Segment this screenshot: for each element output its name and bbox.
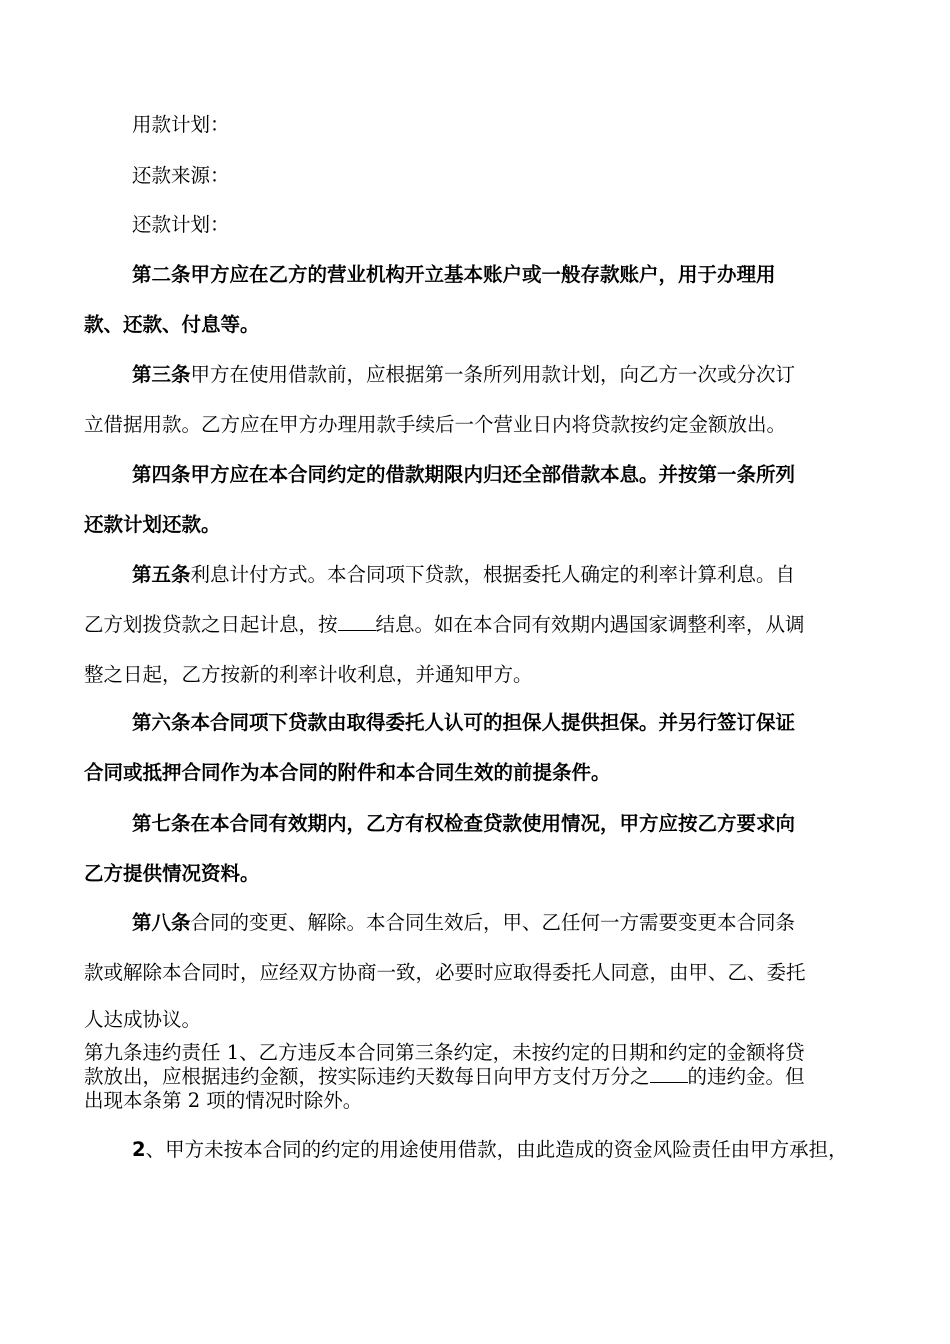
article-5-line-2 bbox=[84, 600, 876, 650]
article-9-line-2-b: 的违约金。但 bbox=[687, 1065, 805, 1088]
article-3-heading: 第三条 bbox=[132, 363, 191, 386]
article-6-line-2: 合同或抵押合同作为本合同的附件和本合同生效的前提条件。 bbox=[84, 761, 611, 784]
item-2 bbox=[84, 1125, 876, 1175]
article-5-line-2-a: 乙方划拨贷款之日起计息，按 bbox=[84, 613, 338, 636]
penalty-blank bbox=[650, 1068, 688, 1083]
item-2-line bbox=[84, 1125, 876, 1175]
plan-use-text: 用款计划： bbox=[132, 113, 230, 136]
article-2 bbox=[84, 250, 876, 350]
article-8-heading: 第八条 bbox=[132, 911, 191, 934]
article-5-line-1-text: 利息计付方式。本合同项下贷款，根据委托人确定的利率计算利息。自 bbox=[190, 563, 796, 586]
article-5-line-3: 整之日起，乙方按新的利率计收利息，并通知甲方。 bbox=[84, 663, 533, 686]
settlement-blank bbox=[338, 616, 376, 631]
article-3-line-2: 立借据用款。乙方应在甲方办理用款手续后一个营业日内将贷款按约定金额放出。 bbox=[84, 413, 787, 436]
article-4 bbox=[84, 450, 876, 550]
article-3-line-1-text: 甲方在使用借款前，应根据第一条所列用款计划，向乙方一次或分次订 bbox=[190, 363, 796, 386]
plan-use-line bbox=[84, 100, 230, 150]
article-2-line-2: 款、还款、付息等。 bbox=[84, 313, 260, 336]
article-3-line-1 bbox=[84, 350, 876, 400]
article-7-line-1: 第七条在本合同有效期内，乙方有权检查贷款使用情况，甲方应按乙方要求向 bbox=[132, 812, 796, 835]
article-6 bbox=[84, 698, 876, 798]
article-5-heading: 第五条 bbox=[132, 563, 191, 586]
article-9-line-2-a: 款放出，应根据违约金额，按实际违约天数每日向甲方支付万分之 bbox=[84, 1065, 650, 1088]
article-8-line-1 bbox=[84, 898, 876, 948]
article-3 bbox=[84, 350, 876, 450]
article-5-line-2-b: 结息。如在本合同有效期内遇国家调整利率，从调 bbox=[375, 613, 805, 636]
article-7 bbox=[84, 799, 876, 899]
repay-plan-text: 还款计划： bbox=[132, 213, 230, 236]
article-9 bbox=[84, 1041, 876, 1113]
article-2-line-1: 第二条甲方应在乙方的营业机构开立基本账户或一般存款账户，用于办理用 bbox=[132, 263, 776, 286]
article-9-line-3: 出现本条第 2 项的情况时除外。 bbox=[84, 1089, 363, 1112]
article-6-line-1: 第六条本合同项下贷款由取得委托人认可的担保人提供担保。并另行签订保证 bbox=[132, 711, 796, 734]
repay-source-text: 还款来源： bbox=[132, 164, 230, 187]
item-2-number: 2 bbox=[132, 1138, 146, 1161]
item-2-text: 、甲方未按本合同的约定的用途使用借款，由此造成的资金风险责任由甲方承担， bbox=[145, 1138, 848, 1161]
article-8-line-1-text: 合同的变更、解除。本合同生效后，甲、乙任何一方需要变更本合同条 bbox=[190, 911, 796, 934]
article-4-line-1: 第四条甲方应在本合同约定的借款期限内归还全部借款本息。并按第一条所列 bbox=[132, 463, 796, 486]
article-5 bbox=[84, 550, 876, 700]
article-8-line-3: 人达成协议。 bbox=[84, 1008, 202, 1031]
article-8-line-2: 款或解除本合同时，应经双方协商一致，必要时应取得委托人同意，由甲、乙、委托 bbox=[84, 961, 806, 984]
article-9-line-2 bbox=[84, 1065, 876, 1089]
repay-plan-line bbox=[84, 200, 230, 250]
article-9-line-1: 第九条违约责任 1、乙方违反本合同第三条约定，未按约定的日期和约定的金额将贷 bbox=[84, 1041, 805, 1064]
article-5-line-1 bbox=[84, 550, 876, 600]
article-7-line-2: 乙方提供情况资料。 bbox=[84, 862, 260, 885]
repay-source-line bbox=[84, 151, 230, 201]
article-8 bbox=[84, 898, 876, 1042]
article-4-line-2: 还款计划还款。 bbox=[84, 513, 221, 536]
